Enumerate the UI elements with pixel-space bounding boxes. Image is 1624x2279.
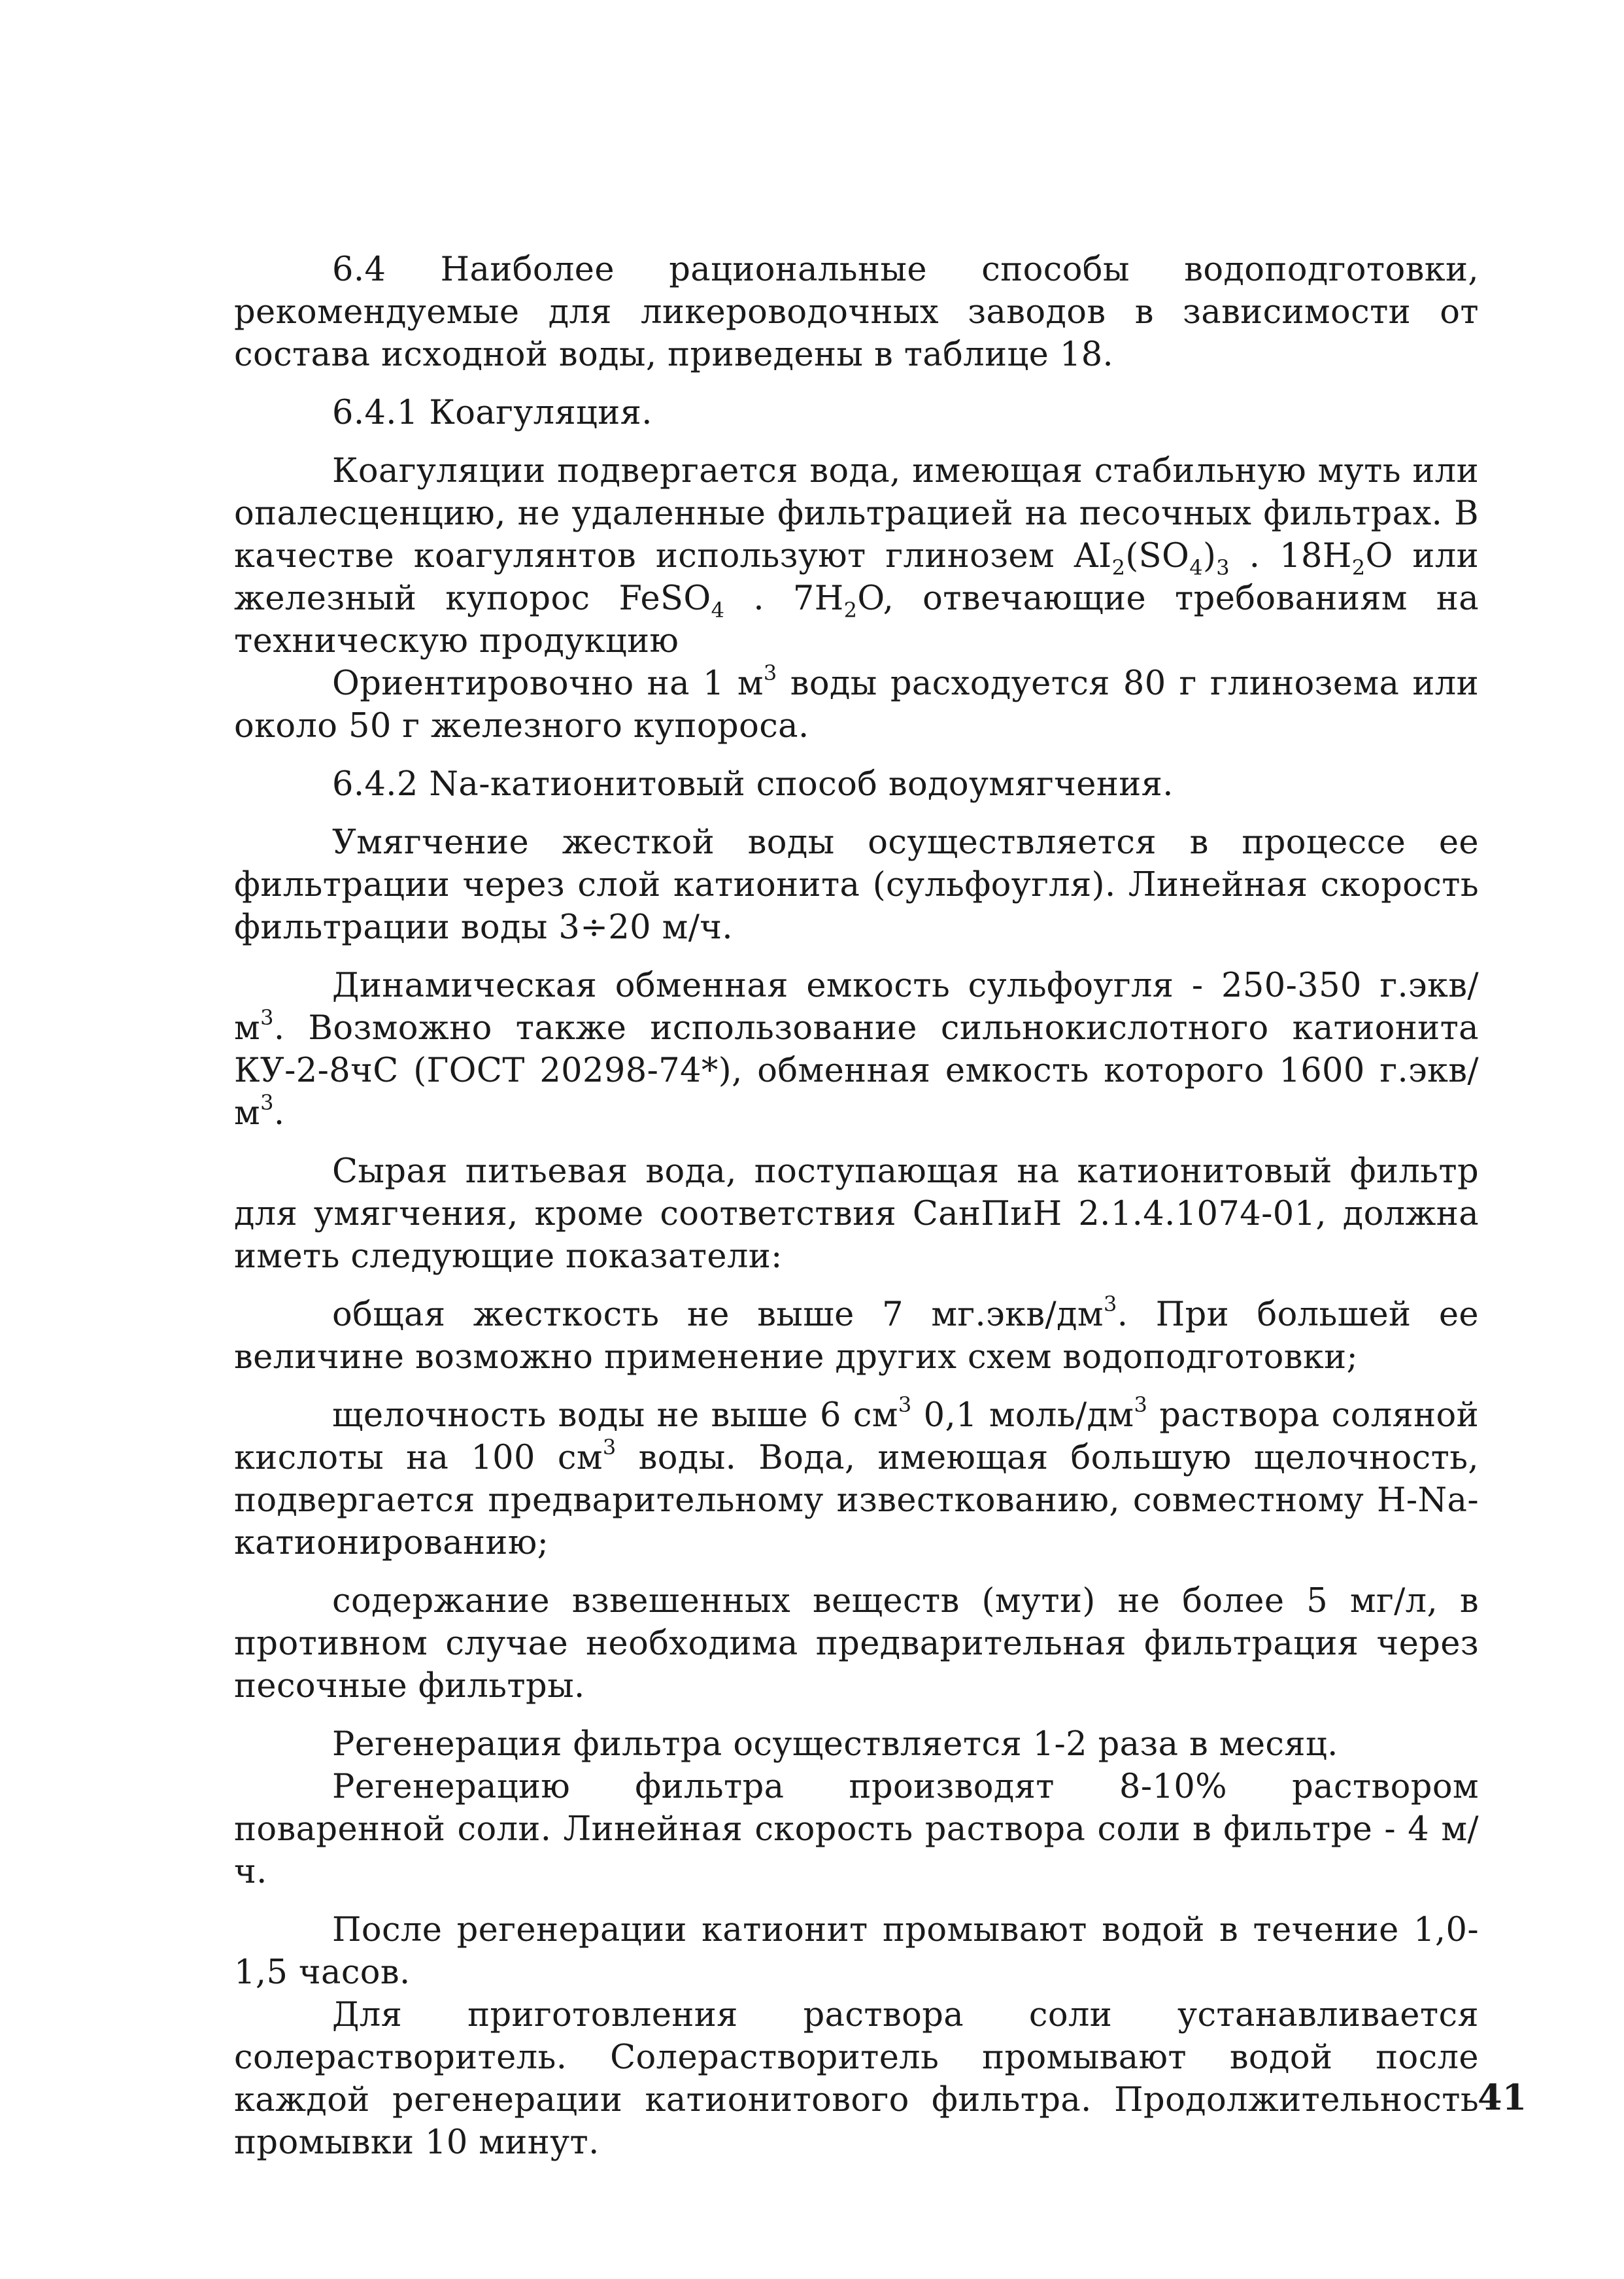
paragraph-regeneration-solution: Регенерацию фильтра производят 8-10% раствором поваренной соли. Линейная скорость раствора соли в фильтре - 4 м/ч. [234,1768,1479,1891]
paragraph-rinsing: После регенерации катионит промывают водой в течение 1,0-1,5 часов. [234,1911,1479,1992]
paragraph-coagulation: Коагуляции подвергается вода, имеющая стабильную муть или опалесценцию, не удаленные фильтрацией на песочных фильтрах. В качестве коагулянтов используют глинозем $AI_2(SO_4)_3$ . $18H_2O$ или железный купорос FeSO$_4$ . $7H_2O$, отвечающие требованиям на техническую продукцию [234,452,1480,660]
paragraph-exchange-capacity: Динамическая обменная емкость сульфоугля - 250-350 $г.экв/м^3$. Возможно также использование сильнокислотного катионита КУ-2-8чС (ГОСТ 20298-74*), обменная емкость которого 1600 $г.экв/м^3$. [234,967,1479,1133]
page-number: 41 [1478,2076,1527,2118]
paragraph-suspended-solids: содержание взвешенных веществ (мути) не более 5 мг/л, в противном случае необходима предварительная фильтрация через песочные фильтры. [234,1582,1479,1705]
paragraph-softening: Умягчение жесткой воды осуществляется в процессе ее фильтрации через слой катионита (сульфоугля). Линейная скорость фильтрации воды 3÷20 м/ч. [234,823,1479,947]
heading-6-4-1: 6.4.1 Коагуляция. [332,394,652,432]
document-body [234,248,1479,2164]
paragraph-hardness: общая жесткость не выше 7 $мг.экв/дм^3$. При большей ее величине возможно применение других схем водоподготовки; [234,1292,1480,1377]
paragraph-regeneration-frequency: Регенерация фильтра осуществляется 1-2 раза в месяц. [332,1725,1338,1764]
paragraph-raw-water: Сырая питьевая вода, поступающая на катионитовый фильтр для умягчения, кроме соответствия СанПиН 2.1.4.1074-01, должна иметь следующие показатели: [234,1152,1479,1276]
paragraph-consumption: Ориентировочно на 1 $м^3$ воды расходуется 80 г глинозема или около 50 г железного купороса. [234,660,1479,745]
paragraph-salt-dissolver: Для приготовления раствора соли устанавливается солерастворитель. Солерастворитель промывают водой после каждой регенерации катионитового фильтра. Продолжительность промывки 10 минут. [234,1996,1479,2162]
heading-6-4-2: 6.4.2 Na-катионитовый способ водоумягчения. [332,765,1174,804]
paragraph-alkalinity: щелочность воды не выше 6 $см^3$ 0,1 моль/$дм^3$ раствора соляной кислоты на 100 $см^3$ воды. Вода, имеющая большую щелочность, подвергается предварительному известкованию, совместному H-Na-катионированию; [234,1392,1479,1562]
paragraph-6-4: 6.4 Наиболее рациональные способы водоподготовки, рекомендуемые для ликероводочных заводов в зависимости от состава исходной воды, приведены в таблице 18. [234,250,1479,374]
